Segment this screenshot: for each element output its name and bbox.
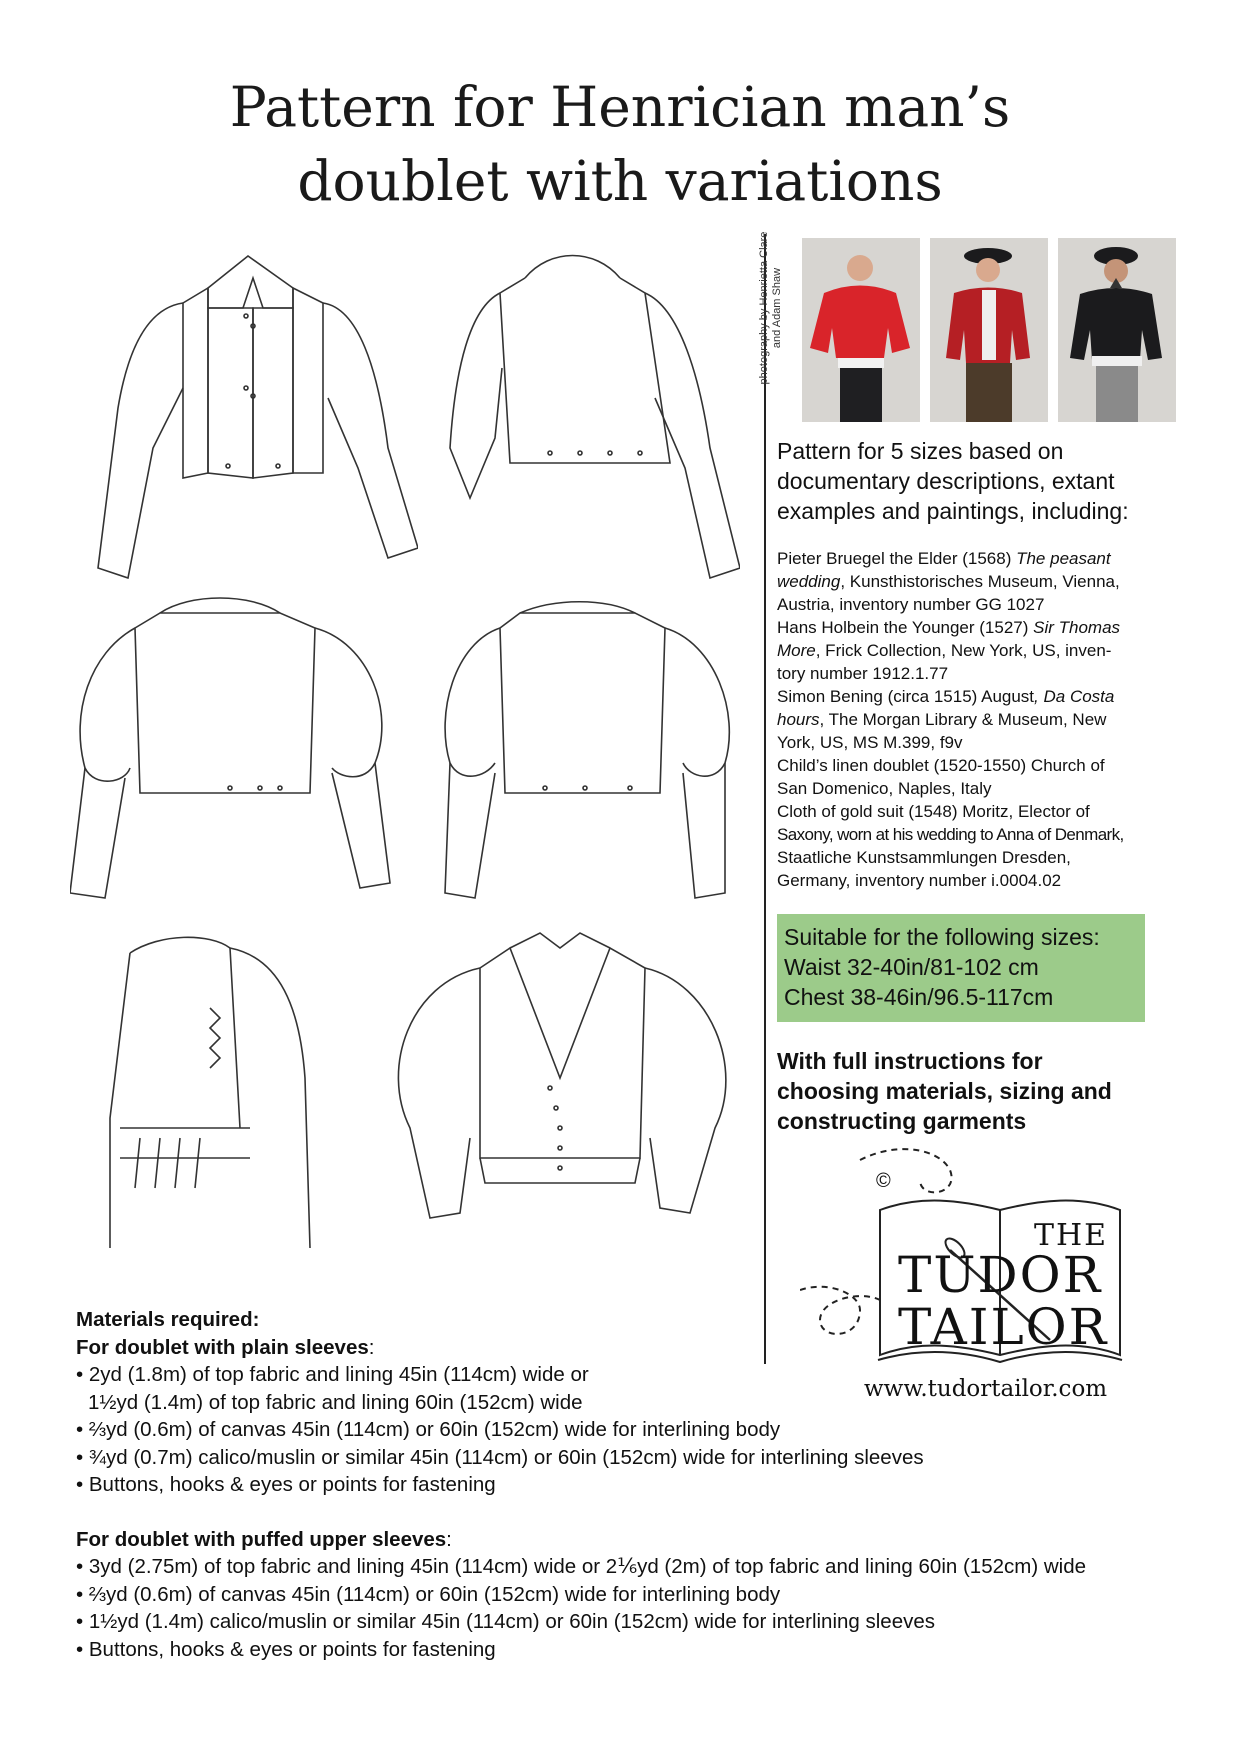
materials-heading: Materials required: [76,1308,260,1331]
source-line: Saxony, worn at his wedding to Anna of Denmark, [777,825,1124,844]
buttoned-doublet-front-drawing [370,928,760,1248]
page-title [0,70,1240,218]
source-line: San Domenico, Naples, Italy [777,779,992,798]
sizes-box [777,914,1145,1022]
laced-doublet-side-drawing [90,928,380,1248]
source-line: More, Frick Collection, New York, US, inven- [777,641,1112,660]
logo-tudor: TUDOR [898,1246,1103,1304]
source-line: wedding, Kunsthistorisches Museum, Vienna, [777,572,1120,591]
logo-the: THE [1034,1218,1109,1253]
plain-doublet-front-drawing [88,248,418,588]
column-divider [764,234,766,1364]
instructions-line-3: constructing garments [777,1108,1027,1134]
copyright-symbol: © [876,1170,891,1192]
title-line-1: Pattern for Henrician man’s [229,75,1011,139]
source-line: Child’s linen doublet (1520-1550) Church of [777,756,1105,775]
sizes-heading: Suitable for the following sizes: [784,924,1100,950]
photo-credit-line-2: and Adam Shaw [771,267,783,349]
source-line: Austria, inventory number GG 1027 [777,595,1045,614]
sizes-waist: Waist 32-40in/81-102 cm [784,954,1039,980]
plain-item: • 2yd (1.8m) of top fabric and lining 45in (114cm) wide or [76,1363,589,1386]
instructions-line-2: choosing materials, sizing and [777,1078,1112,1104]
source-line: Cloth of gold suit (1548) Moritz, Elector of [777,802,1090,821]
source-line: York, US, MS M.399, f9v [777,733,963,752]
photo-red-doublet-hat [930,238,1048,422]
doublet-illustrations [70,238,760,1248]
source-line: Germany, inventory number i.0004.02 [777,871,1062,890]
puffed-item: • 1½yd (1.4m) calico/muslin or similar 45in (114cm) or 60in (152cm) wide for interlining sleeves [76,1610,936,1633]
title-line-2: doublet with variations [297,149,943,213]
puffed-item: • 3yd (2.75m) of top fabric and lining 45in (114cm) wide or 2⅙yd (2m) of top fabric and lining 60in (152cm) wide [76,1555,1087,1578]
source-line: Simon Bening (circa 1515) August, Da Costa [777,687,1115,706]
photo-red-doublet-plain [802,238,920,422]
plain-item: 1½yd (1.4m) of top fabric and lining 60in (152cm) wide [88,1390,583,1414]
puffed-item: • Buttons, hooks & eyes or points for fastening [76,1637,496,1661]
photo-credit-line-1: photography by Henrietta Clare [758,231,770,385]
intro-line-2: documentary descriptions, extant [777,468,1115,494]
source-list [777,547,1177,892]
source-line: Staatliche Kunstsammlungen Dresden, [777,848,1071,867]
source-line: Pieter Bruegel the Elder (1568) The peasant [777,549,1111,568]
intro-line-3: examples and paintings, including: [777,498,1129,524]
plain-doublet-back-drawing [440,248,740,588]
website-url[interactable]: www.tudortailor.com [864,1376,1108,1402]
plain-item: • ¾yd (0.7m) calico/muslin or similar 45in (114cm) or 60in (152cm) wide for interlining sleeves [76,1445,924,1469]
photo-credit [758,218,784,398]
plain-item: • Buttons, hooks & eyes or points for fastening [76,1473,496,1496]
materials-section [76,1306,1176,1663]
plain-item: • ⅔yd (0.6m) of canvas 45in (114cm) or 60in (152cm) wide for interlining body [76,1418,781,1441]
source-line: hours, The Morgan Library & Museum, New [777,710,1107,729]
puffed-item: • ⅔yd (0.6m) of canvas 45in (114cm) or 60in (152cm) wide for interlining body [76,1582,781,1606]
source-line: Hans Holbein the Younger (1527) Sir Thomas [777,618,1121,637]
plain-sleeves-heading: For doublet with plain sleeves: [76,1335,375,1359]
pattern-intro [777,436,1177,526]
source-line: tory number 1912.1.77 [777,664,949,683]
photo-black-doublet [1058,238,1176,422]
puffed-doublet-front-drawing [70,593,430,923]
logo-tailor: TAILOR [898,1298,1109,1356]
intro-line-1: Pattern for 5 sizes based on [777,438,1064,464]
puffed-sleeves-heading: For doublet with puffed upper sleeves: [76,1527,452,1551]
instructions-note [777,1046,1177,1136]
instructions-line-1: With full instructions for [777,1048,1043,1074]
sizes-chest: Chest 38-46in/96.5-117cm [784,984,1054,1010]
puffed-doublet-back-drawing [425,593,755,923]
